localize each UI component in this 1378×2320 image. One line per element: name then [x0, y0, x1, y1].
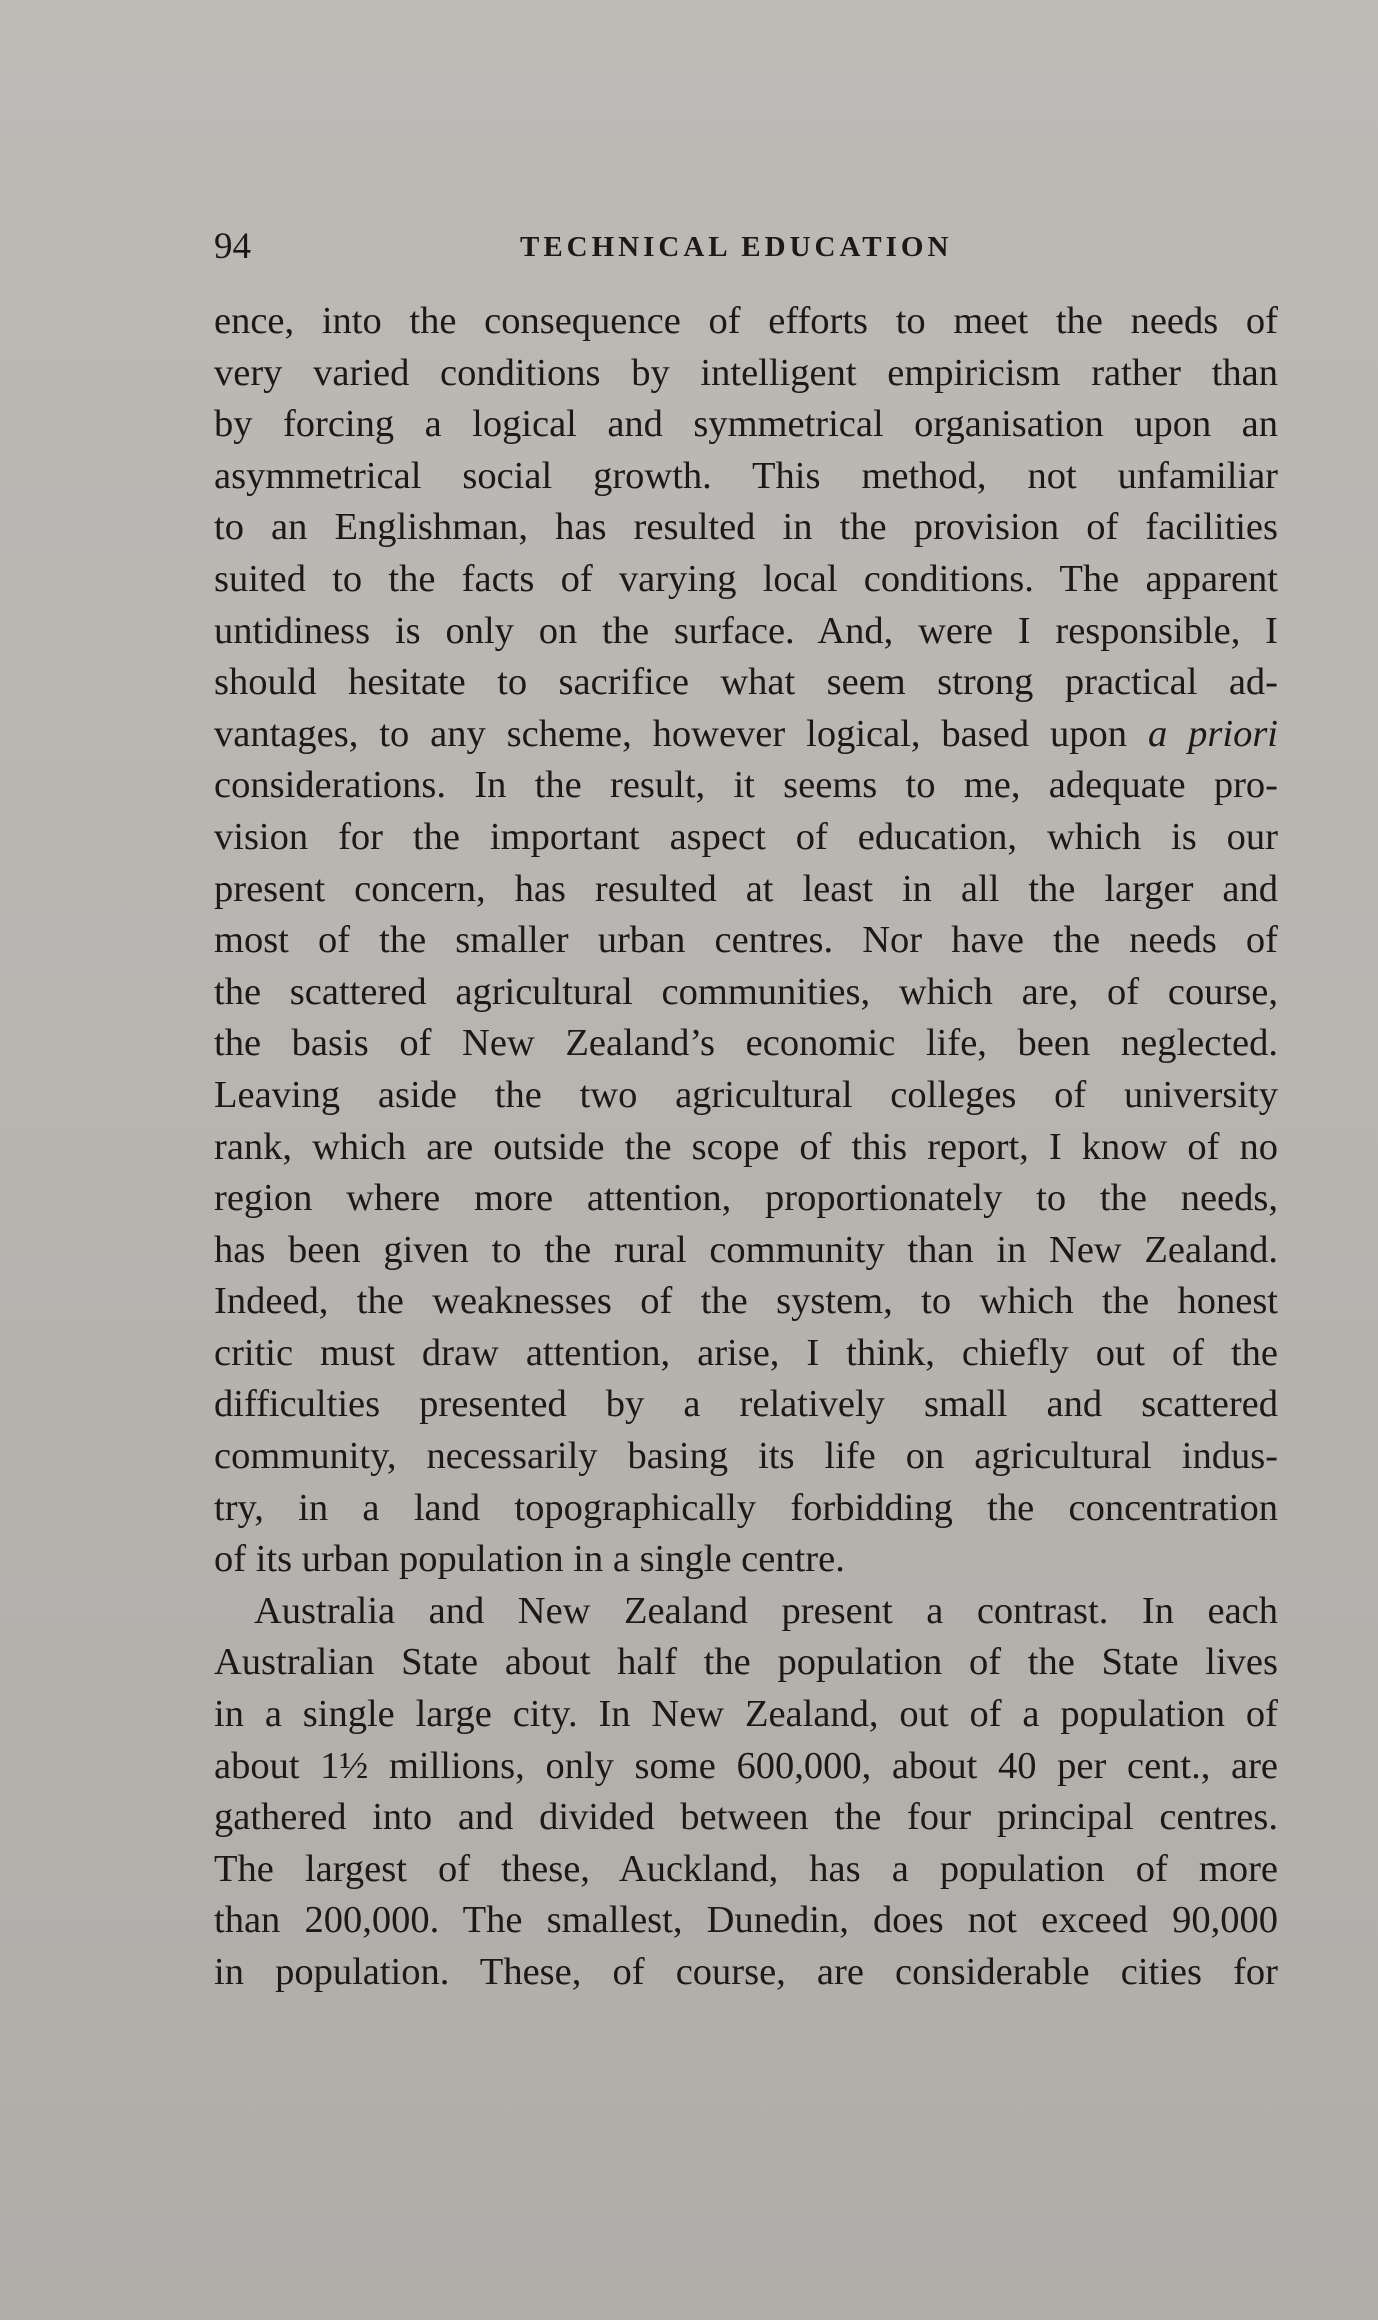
text-line: vision for the important aspect of education, which is our	[214, 815, 1278, 858]
paragraph	[214, 296, 1278, 1586]
text-line: difficulties presented by a relatively small and scattered	[214, 1383, 1278, 1426]
text-line: rank, which are outside the scope of this report, I know of no	[214, 1125, 1278, 1168]
text-line: to an Englishman, has resulted in the provision of facilities	[214, 506, 1278, 549]
text-line: gathered into and divided between the four principal centres.	[214, 1796, 1278, 1839]
text-line: of its urban population in a single centre.	[214, 1538, 845, 1581]
text-line: in a single large city. In New Zealand, out of a population of	[214, 1693, 1278, 1736]
text-line: very varied conditions by intelligent empiricism rather than	[214, 351, 1278, 394]
text-line: the basis of New Zealand’s economic life, been neglected.	[214, 1022, 1278, 1065]
text-line: untidiness is only on the surface. And, were I responsible, I	[214, 609, 1278, 652]
text-line: about 1½ millions, only some 600,000, about 40 per cent., are	[214, 1744, 1278, 1787]
line-text: vantages, to any scheme, however logical, based upon	[214, 712, 1128, 755]
text-line-with-italic	[214, 709, 1278, 761]
running-head	[214, 222, 1278, 272]
body-text	[214, 296, 1278, 1999]
text-line: Australian State about half the population of the State lives	[214, 1641, 1278, 1684]
text-line: region where more attention, proportionately to the needs,	[214, 1177, 1278, 1220]
text-line: present concern, has resulted at least in all the larger and	[214, 867, 1278, 910]
text-line: by forcing a logical and symmetrical organisation upon an	[214, 403, 1278, 446]
text-line: in population. These, of course, are considerable cities for	[214, 1951, 1278, 1993]
text-line: Leaving aside the two agricultural colleges of university	[214, 1073, 1278, 1116]
text-line: than 200,000. The smallest, Dunedin, does not exceed 90,000	[214, 1899, 1278, 1942]
text-line: Indeed, the weaknesses of the system, to which the honest	[214, 1280, 1278, 1323]
text-line: the scattered agricultural communities, which are, of course,	[214, 970, 1278, 1013]
italic-phrase: a priori	[1147, 712, 1278, 755]
running-title: TECHNICAL EDUCATION	[520, 231, 953, 263]
text-line: should hesitate to sacrifice what seem strong practical ad-	[214, 661, 1278, 704]
text-line: ence, into the consequence of efforts to meet the needs of	[214, 300, 1278, 342]
text-line: critic must draw attention, arise, I think, chiefly out of the	[214, 1331, 1278, 1374]
page-number: 94	[214, 226, 251, 267]
text-line: try, in a land topographically forbidding the concentration	[214, 1486, 1278, 1529]
text-line: considerations. In the result, it seems to me, adequate pro-	[214, 764, 1278, 807]
text-line: most of the smaller urban centres. Nor have the needs of	[214, 919, 1278, 962]
text-line: asymmetrical social growth. This method, not unfamiliar	[214, 454, 1278, 497]
text-line: The largest of these, Auckland, has a population of more	[214, 1847, 1278, 1890]
text-line: community, necessarily basing its life on agricultural indus-	[214, 1435, 1278, 1478]
paragraph	[214, 1586, 1278, 1999]
text-line: has been given to the rural community than in New Zealand.	[214, 1228, 1278, 1271]
text-line: Australia and New Zealand present a contrast. In each	[254, 1589, 1278, 1632]
text-line: suited to the facts of varying local conditions. The apparent	[214, 557, 1278, 600]
